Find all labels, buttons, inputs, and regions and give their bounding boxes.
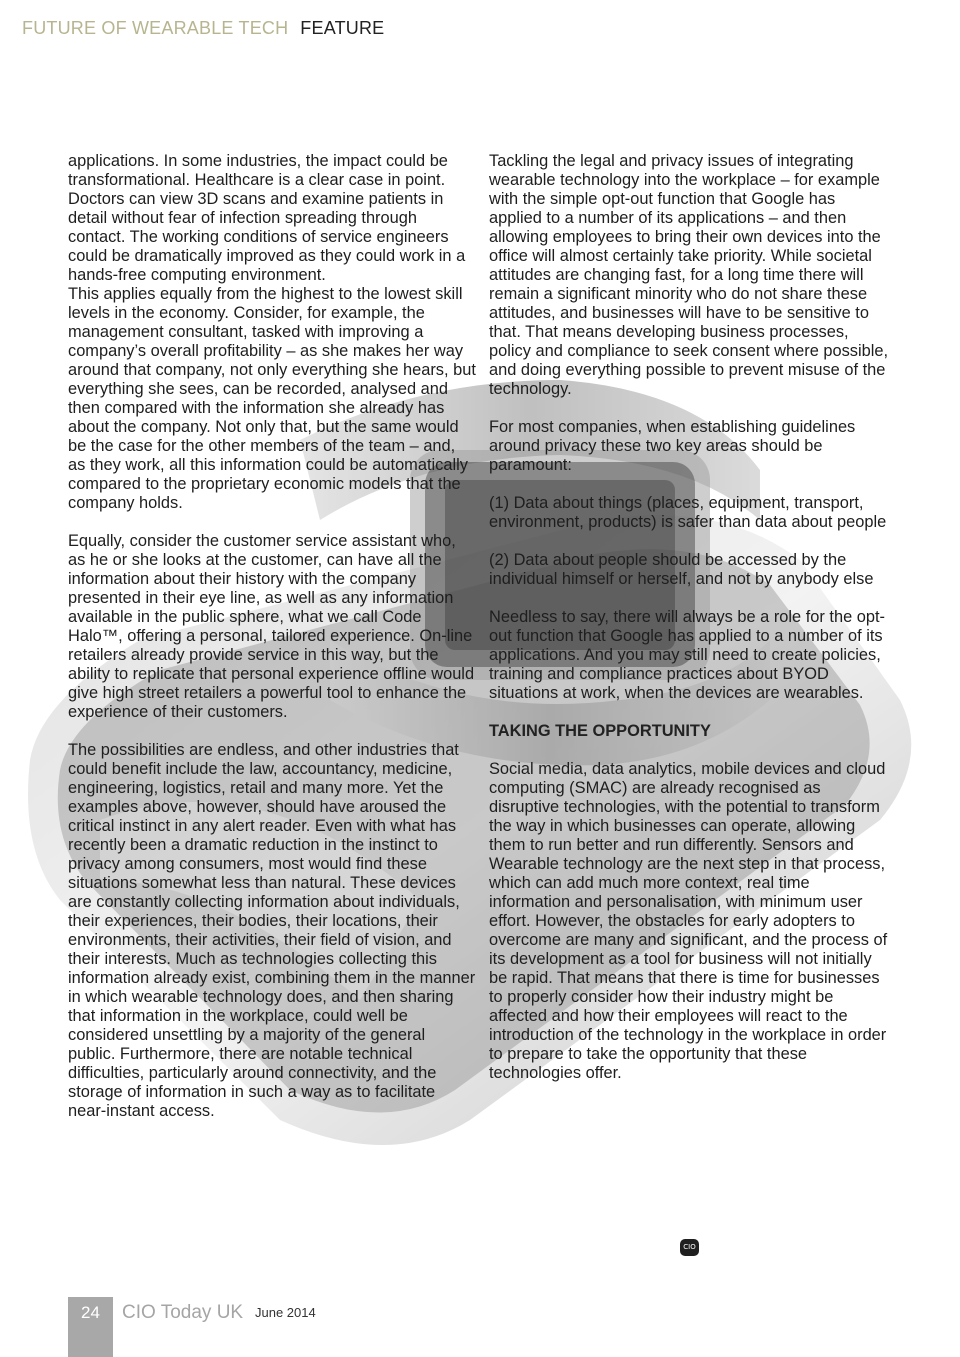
article-column-right bbox=[489, 152, 889, 1102]
body-paragraph: Tackling the legal and privacy issues of integrating wearable technology into the workplace – for example with the simple opt-out function that Google has applied to a number of its applications – and then allowing employees to bring their own devices into the office will almost certainly take priority. While societal attitudes are changing fast, for a long time there will remain a significant minority who do not share these attitudes, and businesses will have to be sensitive to that. That means developing business processes, policy and compliance to seek consent where possible, and doing everything possible to prevent misuse of the technology. bbox=[489, 152, 889, 398]
list-item-paragraph: (2) Data about people should be accessed by the individual himself or herself, and not by anybody else bbox=[489, 551, 874, 588]
body-paragraph: Needless to say, there will always be a role for the opt-out function that Google has applied to a number of its applications. And you may still need to create policies, training and compliance practices about BYOD situations at work, when the devices are wearables. bbox=[489, 608, 885, 702]
issue-date: June 2014 bbox=[255, 1305, 316, 1320]
list-item-paragraph: (1) Data about things (places, equipment, transport, environment, products) is safer than data about people bbox=[489, 494, 887, 531]
body-paragraph: For most companies, when establishing guidelines around privacy these two key areas should be paramount: bbox=[489, 418, 856, 474]
section-heading: TAKING THE OPPORTUNITY bbox=[489, 722, 711, 740]
publication-name: CIO Today UK bbox=[122, 1302, 244, 1323]
section-title: FUTURE OF WEARABLE TECH bbox=[22, 18, 289, 38]
article-end-mark: CIO bbox=[680, 1239, 699, 1256]
body-paragraph: applications. In some industries, the impact could be transformational. Healthcare is a clear case in point. Doctors can view 3D scans and examine patients in detail without fear of infection spreading through contact. The working conditions of service engineers could be dramatically improved as they could work in a hands-free computing environment. bbox=[68, 152, 466, 284]
body-paragraph: This applies equally from the highest to the lowest skill levels in the economy. Consider, for example, the management consultant, tasked with improving a company’s overall profitability – as she makes her way around that company, not only everything she hears, but everything she sees, can be recorded, analysed and then compared with the information she already has about the company. Not only that, but the same would be the case for the other members of the team – and, as they work, all this information could be automatically compared to the proprietary economic models that the company holds. bbox=[68, 285, 476, 512]
page-number: 24 bbox=[81, 1303, 100, 1322]
article-type-label: FEATURE bbox=[300, 18, 385, 38]
body-paragraph: The possibilities are endless, and other industries that could benefit include the law, accountancy, medicine, engineering, logistics, retail and many more. Yet the examples above, however, should have aroused the critical instinct in any alert reader. Even with what has recently been a dramatic reduction in the instinct to privacy among consumers, most would find these situations somewhat less than natural. These devices are constantly collecting information about individuals, their experiences, their bodies, their locations, their environments, their activities, their field of vision, and their interests. Much as technologies collecting this information already exist, combining them in the manner in which wearable technology does, and then sharing that information in the workplace, could well be considered unsettling by a majority of the general public. Furthermore, there are notable technical difficulties, particularly around connectivity, and the storage of information in such a way as to facilitate near-instant access. bbox=[68, 741, 476, 1120]
body-paragraph: Equally, consider the customer service assistant who, as he or she looks at the customer, can have all the information about their history with the company presented in their eye line, as well as any information available in the public sphere, what we call Code Halo™, offering a personal, tailored experience. On-line retailers already provide service in this way, but the ability to replicate that personal experience offline would give high street retailers a powerful tool to enhance the experience of their customers. bbox=[68, 532, 475, 721]
body-paragraph: Social media, data analytics, mobile devices and cloud computing (SMAC) are already recognised as disruptive technologies, with the potential to transform the way in which businesses can operate, allowing them to run better and run differently. Sensors and Wearable technology are the next step in that process, which can add much more context, real time information and personalisation, with minimum user effort. However, the obstacles for early adopters to overcome are many and significant, and the process of its development as a tool for business will not initially be rapid. That means that there is time for businesses to properly consider how their industry might be affected and how their employees will react to the introduction of the technology in the workplace in order to prepare to take the opportunity that these technologies offer. bbox=[489, 760, 888, 1082]
page-header bbox=[22, 18, 384, 39]
article-column-left bbox=[68, 152, 476, 1140]
